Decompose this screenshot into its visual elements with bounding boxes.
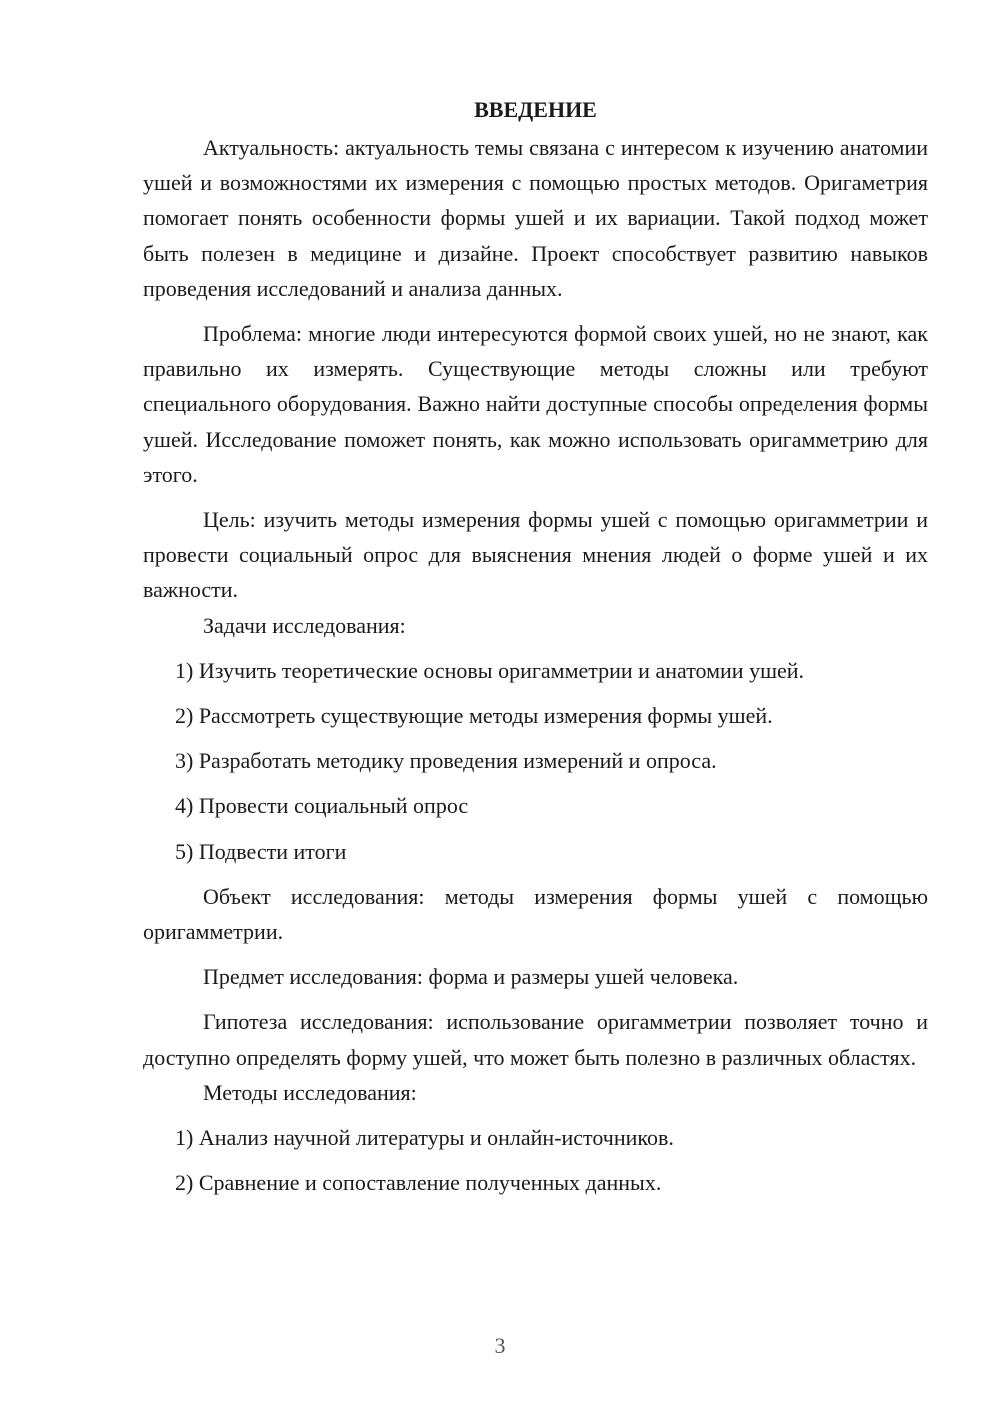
problem-paragraph: Проблема: многие люди интересуются формой своих ушей, но не знают, как правильно их измерять. Существующие методы сложны или требуют специального оборудования. Важно найти доступные способы определения формы ушей. Исследование поможет понять, как можно использовать оригамметрию для этого. <box>143 321 928 487</box>
list-item: 1) Анализ научной литературы и онлайн-источников. <box>175 1125 674 1151</box>
tasks-list <box>143 653 928 869</box>
tasks-heading: Задачи исследования: <box>203 612 406 638</box>
page-number: 3 <box>494 1333 506 1358</box>
hypothesis-paragraph: Гипотеза исследования: использование оригамметрии позволяет точно и доступно определять форму ушей, что может быть полезно в различных областях. <box>143 1009 928 1070</box>
methods-heading: Методы исследования: <box>203 1079 417 1105</box>
list-item: 2) Сравнение и сопоставление полученных данных. <box>175 1170 662 1196</box>
list-item: 3) Разработать методику проведения измерений и опроса. <box>175 748 717 774</box>
relevance-paragraph: Актуальность: актуальность темы связана с интересом к изучению анатомии ушей и возможностями их измерения с помощью простых методов. Оригаметрия помогает понять особенности формы ушей и их вариации. Такой подход может быть полезен в медицине и дизайне. Проект способствует развитию навыков проведения исследований и анализа данных. <box>143 135 928 301</box>
subject-paragraph: Предмет исследования: форма и размеры ушей человека. <box>203 964 739 990</box>
object-paragraph: Объект исследования: методы измерения формы ушей с помощью оригамметрии. <box>143 883 928 945</box>
page-title: ВВЕДЕНИЕ <box>474 97 597 122</box>
list-item: 5) Подвести итоги <box>175 838 347 864</box>
list-item: 1) Изучить теоретические основы оригамметрии и анатомии ушей. <box>175 657 805 683</box>
goal-paragraph: Цель: изучить методы измерения формы ушей с помощью оригамметрии и провести социальный опрос для выяснения мнения людей о форме ушей и их важности. <box>143 507 928 603</box>
methods-list <box>143 1120 928 1200</box>
document-page <box>143 92 928 1200</box>
list-item: 2) Рассмотреть существующие методы измерения формы ушей. <box>175 703 773 729</box>
list-item: 4) Провести социальный опрос <box>175 793 469 819</box>
